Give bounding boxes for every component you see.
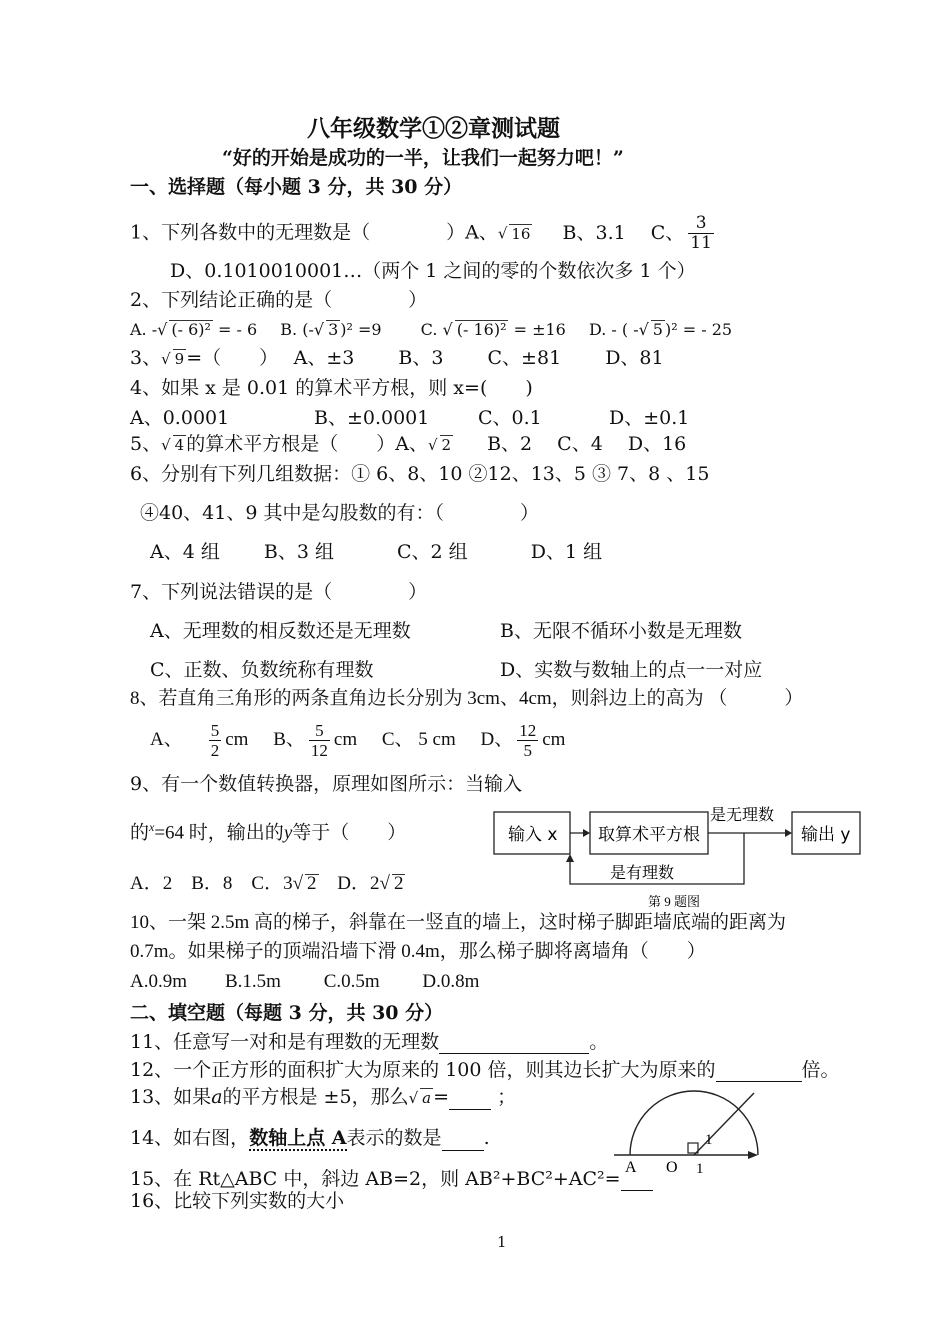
question-7-option-d: D、实数与数轴上的点一一对应 — [500, 659, 763, 681]
answer-blank[interactable] — [716, 1061, 802, 1082]
question-8-stem: 8、若直角三角形的两条直角边长分别为 3cm、4cm，则斜边上的高为 （ ） — [130, 688, 804, 709]
question-9-text: 等于（ ） — [292, 822, 407, 844]
point-a-label: A — [625, 1159, 637, 1175]
question-14 — [130, 1126, 490, 1151]
question-1-stem: 1、下列各数中的无理数是（ ）A、 — [130, 221, 498, 244]
variable-a: a — [211, 1086, 223, 1108]
arc — [630, 1091, 758, 1155]
input-label: 输入 x — [508, 825, 558, 845]
question-8-option-b-label: B、 — [273, 729, 305, 750]
question-15-text: 15、在 Rt△ABC 中，斜边 AB=2，则 AB²+BC²+AC²= — [130, 1168, 621, 1190]
fraction-denominator: 11 — [690, 233, 712, 253]
question-9-stem-continued — [130, 815, 406, 845]
question-9-flow-diagram — [488, 800, 868, 910]
answer-blank[interactable] — [439, 1033, 589, 1054]
variable-x: x — [149, 820, 155, 834]
question-13-text: 13、如果 — [130, 1086, 212, 1108]
question-9-stem: 9、有一个数值转换器，原理如图所示：当输入 — [130, 773, 523, 795]
question-3-options: =（ ） A、±3 B、3 C、±81 D、81 — [186, 347, 664, 369]
question-2-option-a-label: A. - — [130, 320, 158, 339]
sqrt-symbol: √ — [638, 320, 649, 339]
question-9-text: 的 — [130, 822, 150, 844]
question-1 — [130, 214, 718, 253]
question-8-options — [150, 720, 565, 760]
question-2-option-d-result: )² = - 25 — [664, 320, 733, 339]
horizontal-unit-label: 1 — [696, 1161, 704, 1175]
question-14-number-line-figure — [610, 1085, 770, 1175]
sqrt-symbol: √ — [408, 1089, 419, 1107]
question-2-option-a-result: = - 6 — [218, 320, 258, 339]
section-heading-fill-in: 二、填空题（每题 3 分，共 30 分） — [130, 1002, 444, 1024]
sqrt-symbol: √ — [161, 436, 171, 454]
question-12 — [130, 1058, 840, 1082]
sqrt-symbol: √ — [427, 436, 438, 454]
question-16: 16、比较下列实数的大小 — [130, 1190, 345, 1212]
question-5 — [130, 432, 686, 457]
question-5-number: 5、 — [130, 433, 162, 455]
figure-caption: 第 9 题图 — [648, 894, 701, 909]
sqrt-symbol: √ — [157, 320, 168, 339]
question-11 — [130, 1030, 608, 1054]
question-2-option-c-radicand: (- 16)² — [456, 320, 507, 339]
fraction-denominator: 5 — [517, 740, 538, 760]
punctuation: 。 — [589, 1031, 609, 1053]
sqrt-symbol: √ — [161, 350, 171, 368]
irrational-branch-label: 是无理数 — [710, 805, 775, 824]
question-12-text: 12、一个正方形的面积扩大为原来的 100 倍，则其边长扩大为原来的 — [130, 1059, 716, 1081]
question-6-stem: 6、分别有下列几组数据：① 6、8、10 ②12、13、5 ③ 7、8 、15 — [130, 463, 710, 485]
question-1-option-c-fraction — [688, 214, 714, 253]
page-title: 八年级数学①②章测试题 — [307, 115, 560, 142]
question-7-option-a: A、无理数的相反数还是无理数 — [150, 620, 411, 642]
section-heading-choice: 一、选择题（每小题 3 分，共 30 分） — [130, 176, 463, 198]
page-number: 1 — [497, 1233, 507, 1251]
answer-blank[interactable] — [442, 1130, 484, 1151]
sqrt-symbol: √ — [379, 873, 390, 894]
number-line-arrowhead — [748, 1151, 758, 1159]
question-8-option-d-fraction — [517, 721, 538, 760]
arrowhead — [583, 829, 590, 837]
question-5-option-a: 2 — [441, 436, 452, 454]
fraction-numerator: 3 — [695, 213, 707, 233]
question-15 — [130, 1167, 653, 1191]
question-7-option-b: B、无限不循环小数是无理数 — [500, 620, 742, 642]
operation-label: 取算术平方根 — [598, 825, 700, 845]
question-5-options: B、2 C、4 D、16 — [487, 433, 687, 455]
answer-blank[interactable] — [449, 1089, 491, 1110]
question-2-option-a-radicand: (- 6)² — [171, 320, 211, 339]
question-10-line-2: 0.7m。如果梯子的顶端沿墙下滑 0.4m，那么梯子脚将离墙角（ ） — [130, 941, 706, 962]
question-10-line-1: 10、一架 2.5m 高的梯子，斜靠在一竖直的墙上，这时梯子脚距墙底端的距离为 — [130, 912, 787, 933]
fraction-numerator: 5 — [315, 721, 324, 741]
arrowhead — [785, 829, 792, 837]
question-9-options-text: A．2 B．8 C．3 — [130, 873, 293, 894]
question-9-text: =64 时，输出的 — [154, 822, 284, 844]
question-6-stem-continued: ④40、41、9 其中是勾股数的有：（ ） — [140, 502, 539, 524]
fraction-denominator: 12 — [310, 741, 328, 761]
fraction-numerator: 12 — [519, 721, 537, 741]
question-3-number: 3、 — [130, 347, 162, 369]
unit: cm — [225, 729, 249, 750]
fraction-denominator: 2 — [210, 741, 220, 761]
question-9-options — [130, 872, 405, 896]
question-8-option-c: C、 5 cm — [381, 729, 456, 750]
question-5-radicand: 4 — [174, 436, 185, 454]
question-1-option-d: D、0.1010010001…（两个 1 之间的零的个数依次多 1 个） — [170, 260, 696, 282]
origin-label: O — [666, 1159, 678, 1175]
answer-blank[interactable] — [621, 1170, 653, 1191]
question-6-options: A、4 组 B、3 组 C、2 组 D、1 组 — [150, 541, 603, 563]
question-9-option-c-radicand: 2 — [307, 873, 317, 894]
sqrt-symbol: √ — [497, 224, 508, 243]
question-9-option-d: D．2 — [337, 873, 380, 894]
question-8-option-a-label: A、 — [150, 729, 183, 750]
sqrt-symbol: √ — [313, 320, 325, 339]
sqrt-symbol: √ — [442, 320, 453, 339]
question-2-option-b-label: B. (- — [280, 320, 314, 339]
question-8-option-d-label: D、 — [480, 729, 514, 750]
question-14-text: 表示的数是 — [346, 1127, 442, 1149]
question-10-options: A.0.9m B.1.5m C.0.5m D.0.8m — [130, 971, 480, 992]
question-7-option-c: C、正数、负数统称有理数 — [150, 659, 374, 681]
punctuation: ； — [497, 1086, 517, 1108]
question-11-text: 11、任意写一对和是有理数的无理数 — [130, 1031, 440, 1053]
question-3-radicand: 9 — [174, 350, 185, 368]
question-7-stem: 7、下列说法错误的是（ ） — [130, 581, 428, 603]
question-4-option-c: C、0.1 — [478, 407, 542, 429]
question-13-radicand: a — [422, 1089, 432, 1107]
question-3 — [130, 346, 664, 371]
question-2-option-d-label: D. - ( - — [588, 320, 639, 339]
question-1-option-a: 16 — [511, 224, 531, 243]
question-13-text: 的平方根是 ±5，那么 — [222, 1086, 409, 1108]
question-4-stem: 4、如果 x 是 0.01 的算术平方根，则 x=( ) — [130, 377, 533, 399]
question-2-options — [130, 318, 732, 342]
variable-y: y — [283, 822, 293, 844]
question-2-option-c-result: = ±16 — [513, 320, 566, 339]
question-2-option-b-radicand: 3 — [328, 320, 339, 339]
rational-branch-label: 是有理数 — [610, 863, 675, 882]
equals-sign: = — [433, 1086, 450, 1108]
motto: “好的开始是成功的一半，让我们一起努力吧！” — [222, 147, 624, 169]
question-2-option-b-result: )² =9 — [340, 320, 382, 339]
question-13 — [130, 1085, 516, 1110]
arrowhead — [566, 854, 574, 862]
question-8-option-b-fraction — [309, 721, 330, 760]
question-12-end: 倍。 — [801, 1059, 840, 1081]
unit: cm — [333, 729, 358, 750]
output-label: 输出 y — [801, 825, 851, 845]
unit: cm — [542, 729, 566, 750]
question-9-option-d-radicand: 2 — [393, 873, 404, 894]
diagonal-segment — [694, 1093, 754, 1155]
question-4-option-b: B、±0.0001 — [314, 407, 430, 429]
question-8-option-a-fraction — [209, 721, 222, 760]
question-1-option-b: B、3.1 C、 — [562, 221, 685, 244]
vertical-unit-label: 1 — [705, 1132, 713, 1148]
question-14-emphasis: 数轴上点 A — [249, 1127, 347, 1149]
question-4-option-d: D、±0.1 — [609, 407, 690, 429]
question-2-stem: 2、下列结论正确的是（ ） — [130, 289, 428, 311]
sqrt-symbol: √ — [292, 873, 304, 894]
question-4-option-a: A、0.0001 — [130, 407, 230, 429]
question-5-stem: 的算术平方根是（ ）A、 — [186, 433, 428, 455]
punctuation: . — [483, 1127, 490, 1149]
question-2-option-c-label: C. — [420, 320, 438, 339]
fraction-numerator: 5 — [210, 721, 220, 741]
question-14-text: 14、如右图， — [130, 1127, 250, 1149]
question-2-option-d-radicand: 5 — [652, 320, 663, 339]
